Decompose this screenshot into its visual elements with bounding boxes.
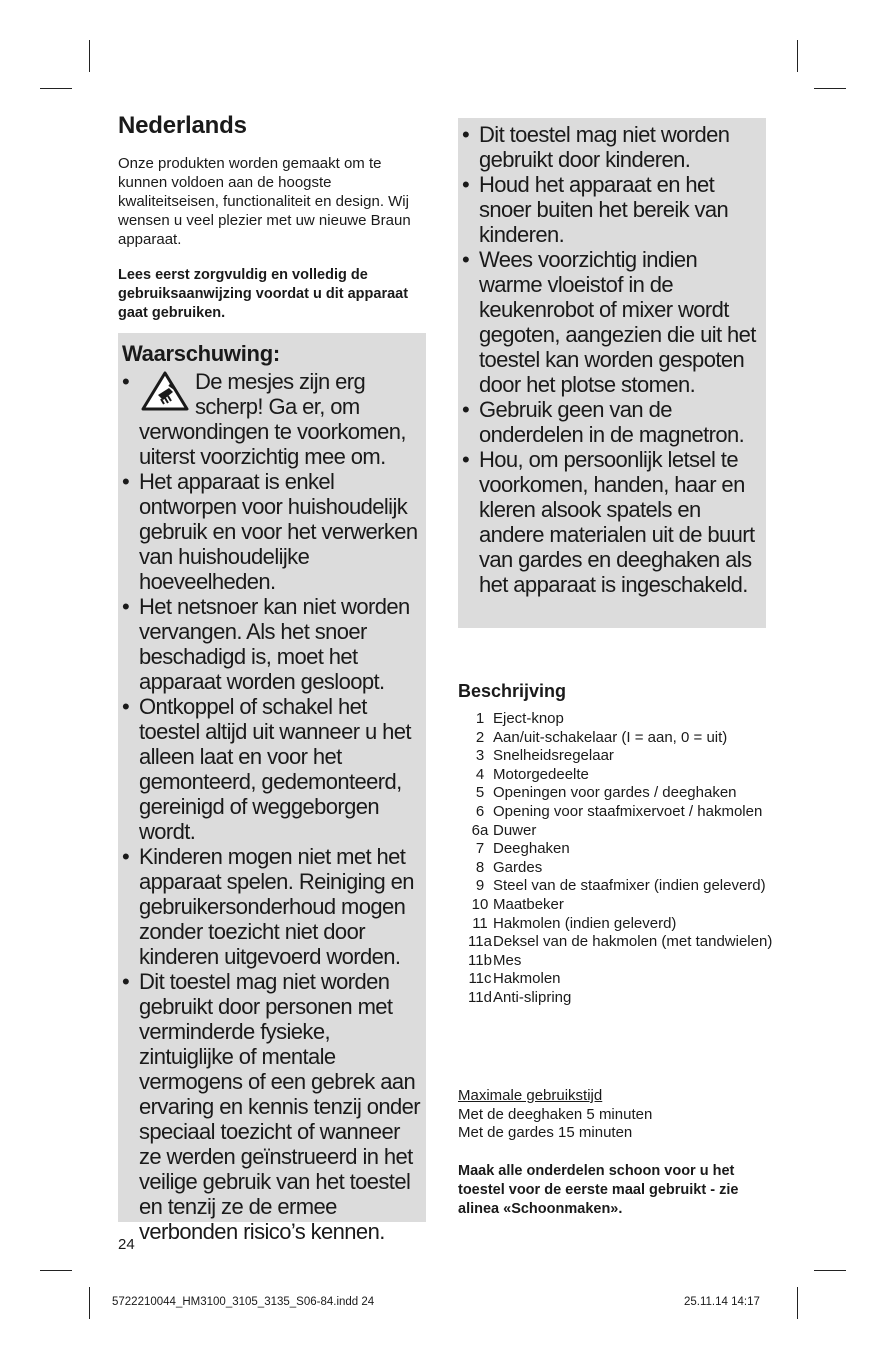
- part-label: Eject-knop: [493, 710, 564, 727]
- part-number: 3: [475, 747, 485, 765]
- warning-list: [122, 369, 422, 1244]
- part-label: Hakmolen (indien geleverd): [493, 914, 677, 932]
- parts-list-item: [458, 989, 778, 1008]
- description-title: Beschrijving: [458, 681, 567, 701]
- part-label: Gardes: [493, 858, 543, 876]
- part-label: Deeghaken: [493, 840, 570, 858]
- part-number: 5: [475, 784, 485, 802]
- usage-line: Met de deeghaken 5 minuten: [458, 1105, 653, 1123]
- crop-mark: [89, 1287, 90, 1319]
- warning-item: • Houd het apparaat en het snoer buiten het bereik van kinderen.: [462, 172, 762, 247]
- parts-list-item: [458, 784, 778, 803]
- usage-title: Maximale gebruikstijd: [458, 1087, 603, 1104]
- part-label: Openingen voor gardes / deeghaken: [493, 784, 737, 802]
- warning-item: • Gebruik geen van de onderdelen in de magnetron.: [462, 397, 762, 447]
- crop-mark: [797, 40, 798, 72]
- sharp-blade-warning-icon: [139, 369, 191, 413]
- part-number: 7: [475, 840, 485, 858]
- parts-list-item: [458, 766, 778, 785]
- warning-item: • Dit toestel mag niet worden gebruikt door personen met verminderde fysieke, zintuiglijke of mentale vermogens of een gebrek aan ervaring en kennis tenzij onder speciaal toezicht of wanneer ze werden geïnstrueerd in het veilige gebruik van het toestel en tenzij ze de ermee verbonden risico’s kennen.: [122, 969, 422, 1244]
- warning-item: • Het apparaat is enkel ontworpen voor huishoudelijk gebruik en voor het verwerken van huishoudelijke hoeveelheden.: [122, 469, 422, 594]
- part-label: Duwer: [493, 821, 537, 839]
- crop-mark: [814, 88, 846, 89]
- parts-list-item: [458, 877, 778, 896]
- part-label: Hakmolen: [493, 970, 561, 988]
- part-number: 11b: [468, 951, 492, 969]
- page-number: 24: [118, 1236, 135, 1253]
- parts-list-item: [458, 915, 778, 934]
- intro-section: [118, 112, 426, 323]
- part-number: 11c: [468, 970, 492, 988]
- parts-list-item: [458, 747, 778, 766]
- part-label: Steel van de staafmixer (indien geleverd): [493, 877, 766, 895]
- part-number: 10: [471, 895, 489, 913]
- warning-item: • Het netsnoer kan niet worden vervangen. Als het snoer beschadigd is, moet het apparaat worden gesloopt.: [122, 594, 422, 694]
- part-number: 9: [475, 877, 485, 895]
- part-number: 11d: [468, 988, 492, 1006]
- parts-list: [458, 710, 778, 1008]
- usage-line: Met de gardes 15 minuten: [458, 1124, 633, 1142]
- footer-date: 25.11.14 14:17: [684, 1296, 760, 1308]
- parts-list-item: [458, 822, 778, 841]
- part-number: 11a: [468, 933, 492, 951]
- crop-mark: [797, 1287, 798, 1319]
- warning-list: [462, 122, 762, 597]
- cleaning-note: Maak alle onderdelen schoon voor u het toestel voor de eerste maal gebruikt - zie alinea «Schoonmaken».: [458, 1163, 739, 1217]
- warning-item: • Dit toestel mag niet worden gebruikt door kinderen.: [462, 122, 762, 172]
- warning-item: • Wees voorzichtig indien warme vloeistof in de keukenrobot of mixer wordt gegoten, aangezien die uit het toestel kan worden gespoten door het plotse stomen.: [462, 247, 762, 397]
- part-number: 8: [475, 858, 485, 876]
- parts-list-item: [458, 970, 778, 989]
- part-number: 4: [475, 765, 485, 783]
- usage-section: [458, 1087, 778, 1143]
- description-section: [458, 681, 778, 1008]
- parts-list-item: [458, 803, 778, 822]
- parts-list-item: [458, 710, 778, 729]
- part-label: Snelheidsregelaar: [493, 747, 614, 765]
- warning-item: • Ontkoppel of schakel het toestel altijd uit wanneer u het alleen laat en voor het gemonteerd, gedemonteerd, gereinigd of weggeborgen wordt.: [122, 694, 422, 844]
- part-label: Aan/uit-schakelaar (I = aan, 0 = uit): [493, 728, 728, 746]
- part-number: 6a: [471, 821, 489, 839]
- part-number: 2: [475, 728, 485, 746]
- parts-list-item: [458, 896, 778, 915]
- crop-mark: [40, 88, 72, 89]
- parts-list-item: [458, 933, 778, 952]
- crop-mark: [89, 40, 90, 72]
- read-instructions-note: Lees eerst zorgvuldig en volledig de gebruiksaanwijzing voordat u dit apparaat gaat gebruiken.: [118, 267, 409, 321]
- warning-box: [118, 333, 426, 1244]
- warning-item: • Hou, om persoonlijk letsel te voorkomen, handen, haar en kleren alsook spatels en andere materialen uit de buurt van gardes en deeghaken als het apparaat is ingeschakeld.: [462, 447, 762, 597]
- intro-paragraph: Onze produkten worden gemaakt om te kunnen voldoen aan de hoogste kwaliteitseisen, functionaliteit en design. Wij wensen u veel plezier met uw nieuwe Braun apparaat.: [118, 155, 411, 248]
- part-number: 6: [475, 802, 485, 820]
- parts-list-item: [458, 729, 778, 748]
- part-label: Deksel van de hakmolen (met tandwielen): [493, 933, 773, 951]
- part-label: Mes: [493, 951, 522, 969]
- parts-list-item: [458, 859, 778, 878]
- crop-mark: [40, 1270, 72, 1271]
- warning-item: • Kinderen mogen niet met het apparaat spelen. Reiniging en gebruikersonderhoud mogen zonder toezicht niet door kinderen uitgevoerd worden.: [122, 844, 422, 969]
- part-label: Opening voor staafmixervoet / hakmolen: [493, 802, 763, 820]
- page-title: Nederlands: [118, 112, 247, 139]
- parts-list-item: [458, 840, 778, 859]
- part-label: Anti-slipring: [493, 988, 572, 1006]
- part-label: Motorgedeelte: [493, 765, 589, 783]
- crop-mark: [814, 1270, 846, 1271]
- footer-filename: 5722210044_HM3100_3105_3135_S06-84.indd 24: [112, 1296, 375, 1308]
- warning-box-continued: [458, 118, 766, 628]
- part-number: 11: [472, 914, 488, 932]
- part-number: 1: [475, 710, 485, 727]
- warning-title: Waarschuwing:: [122, 341, 280, 366]
- part-label: Maatbeker: [493, 895, 564, 913]
- warning-item: • De mesjes zijn erg scherp! Ga er, om verwondingen te voorkomen, uiterst voorzichtig mee om.: [122, 369, 422, 469]
- parts-list-item: [458, 952, 778, 971]
